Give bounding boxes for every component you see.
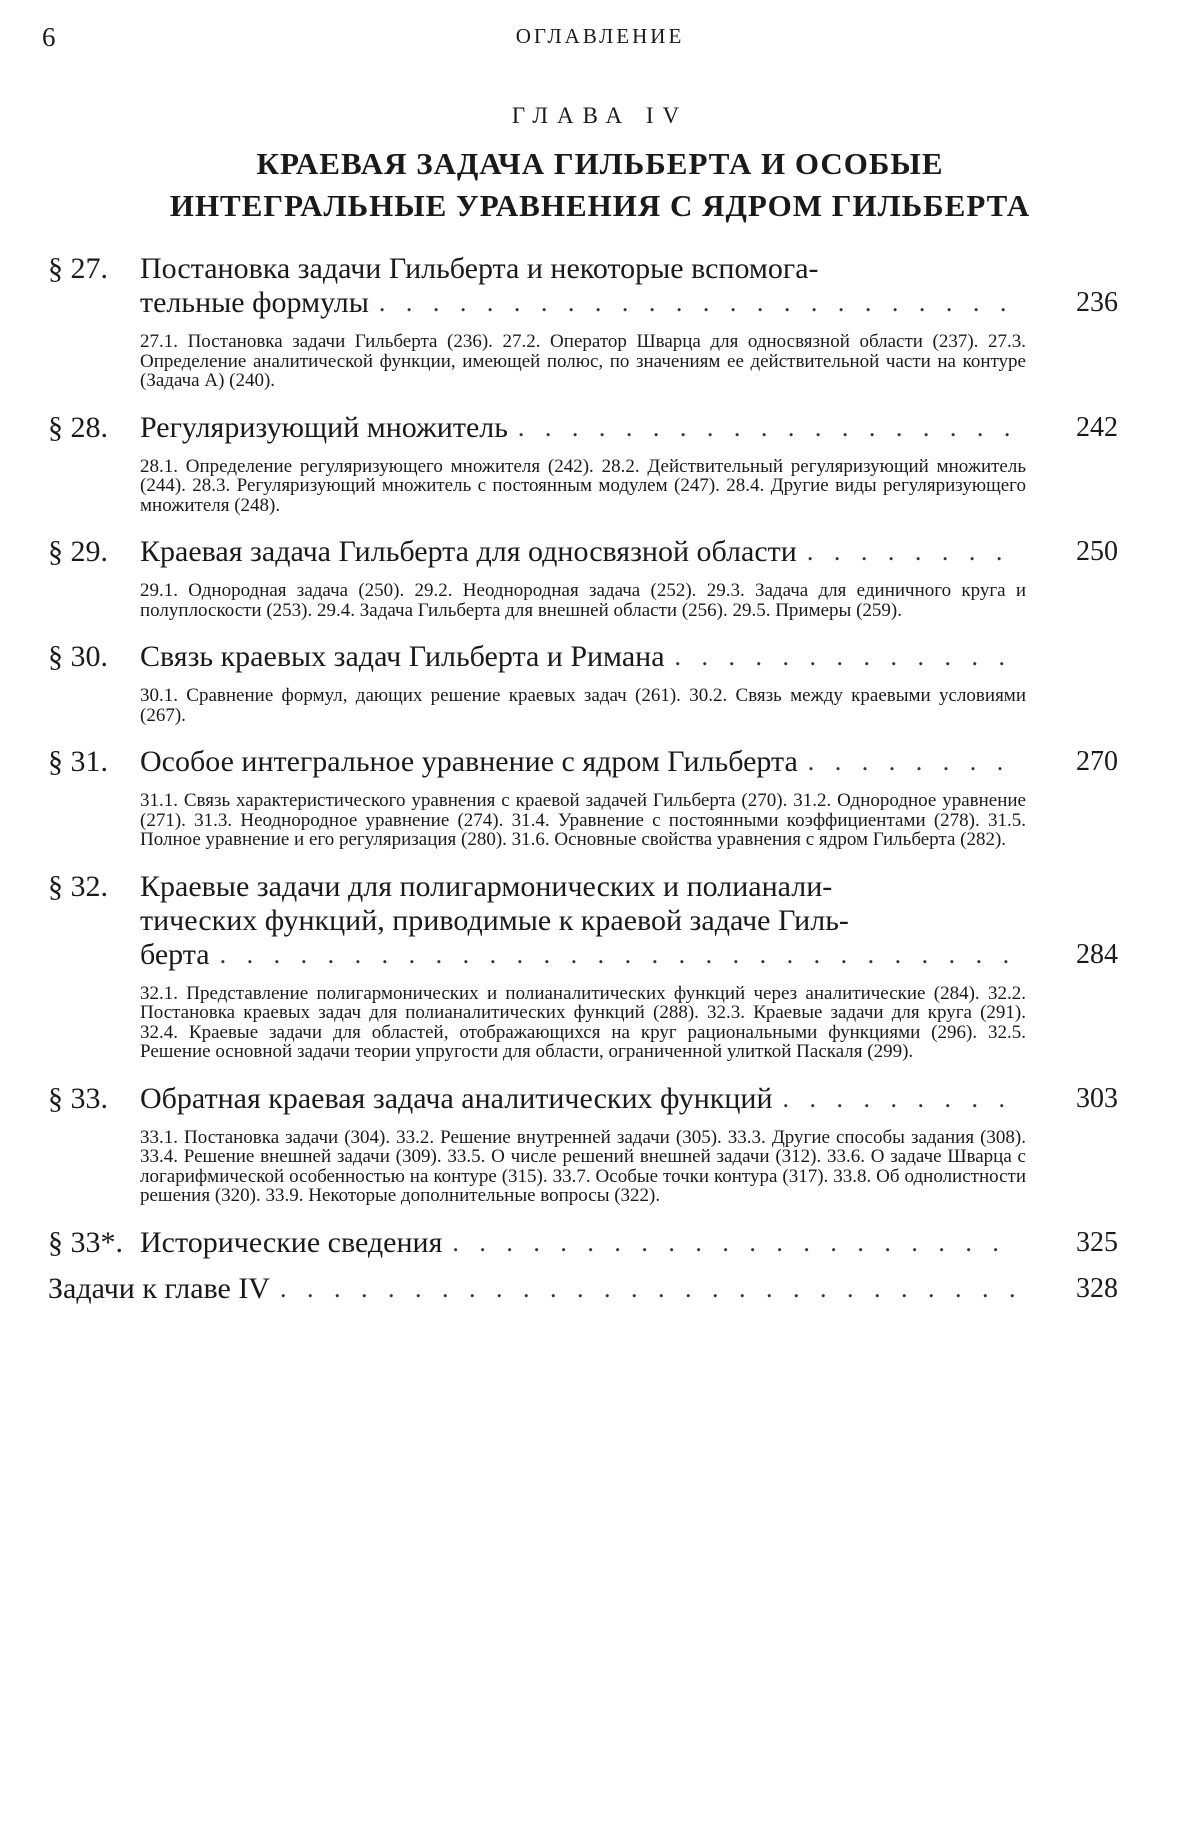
section-number: § 33*. [48, 1225, 123, 1259]
section-heading [48, 870, 1118, 972]
section-title: тельные формулы [140, 286, 369, 319]
section-page: 250 [1076, 536, 1118, 567]
section-page: 242 [1076, 411, 1118, 443]
leader-dots [220, 938, 1016, 972]
subsection-list: 28.1. Определение регуляризующего множителя (242). 28.2. Действительный регуляризующий множитель (244). 28.3. Регуляризующий множитель с постоянным модулем (247). 28.4. Другие виды регуляризующего множителя (248). [140, 455, 1026, 516]
toc-section-30[interactable] [48, 640, 1118, 725]
toc-section-28[interactable] [48, 411, 1118, 516]
running-head [0, 22, 1200, 62]
section-number: § 28. [48, 410, 108, 444]
section-title: Особое интегральное уравнение с ядром Гильберта [140, 745, 798, 778]
section-page: 236 [1076, 287, 1118, 318]
leader-dots [807, 535, 1016, 569]
section-title: Постановка задачи Гильберта и некоторые вспомога- [140, 252, 819, 285]
subsection-list: 29.1. Однородная задача (250). 29.2. Неоднородная задача (252). 29.3. Задача для единичного круга и полуплоскости (253). 29.4. Задача Гильберта для внешней области (256). 29.5. Примеры (259). [140, 580, 1026, 621]
leader-dots [808, 745, 1016, 779]
page-number: 6 [42, 22, 56, 52]
leader-dots [379, 286, 1016, 320]
section-heading [48, 1226, 1118, 1260]
toc-section-33-star[interactable] [48, 1226, 1118, 1260]
section-page: 284 [1076, 938, 1118, 970]
section-number: § 29. [48, 535, 108, 568]
section-title: Исторические сведения [140, 1225, 443, 1259]
chapter-title [0, 143, 1200, 227]
section-number: § 33. [48, 1081, 108, 1115]
toc-section-29[interactable] [48, 535, 1118, 620]
section-number: § 31. [48, 745, 108, 778]
leader-dots [452, 1226, 1016, 1260]
section-page: 303 [1076, 1082, 1118, 1114]
section-page: 328 [1076, 1272, 1118, 1304]
section-heading [48, 535, 1118, 569]
chapter-title-line: ИНТЕГРАЛЬНЫЕ УРАВНЕНИЯ С ЯДРОМ ГИЛЬБЕРТА [169, 188, 1031, 223]
section-number: § 32. [48, 869, 108, 903]
section-title: Регуляризующий множитель [140, 410, 508, 444]
section-number: § 27. [48, 252, 108, 285]
subsection-list: 32.1. Представление полигармонических и полианалитических функций через аналитические (284). 32.2. Постановка краевых задач для полианалитических функций (288). 32.3. Краевые задачи для круга (291). 32.4. Краевые задачи для областей, отображающихся на круг рациональными функциями (296). 32.5. Решение основной задачи теории упругости для области, ограниченной улиткой Паскаля (299). [140, 982, 1026, 1062]
leader-dots [783, 1082, 1016, 1116]
toc-section-33[interactable] [48, 1082, 1118, 1206]
toc-section-27[interactable] [48, 252, 1118, 391]
section-page: 270 [1076, 746, 1118, 777]
section-title: Связь краевых задач Гильберта и Римана [140, 640, 665, 673]
section-number: § 30. [48, 640, 108, 673]
leader-dots [675, 640, 1016, 674]
section-heading [48, 1272, 1118, 1306]
section-title: берта [140, 937, 210, 971]
section-title: Краевые задачи для полигармонических и полианали- [140, 869, 833, 903]
toc-section-32[interactable] [48, 870, 1118, 1062]
section-title: тических функций, приводимые к краевой задаче Гиль- [140, 903, 849, 937]
chapter-label: ГЛАВА IV [511, 103, 689, 128]
section-title: Обратная краевая задача аналитических функций [140, 1081, 773, 1115]
running-title: ОГЛАВЛЕНИЕ [515, 24, 685, 48]
section-heading [48, 252, 1118, 320]
section-heading [48, 1082, 1118, 1116]
problems-title: Задачи к главе IV [48, 1271, 270, 1305]
toc-entries [48, 252, 1118, 1306]
subsection-list: 31.1. Связь характеристического уравнения с краевой задачей Гильберта (270). 31.2. Однородное уравнение (271). 31.3. Неоднородное уравнение (274). 31.4. Уравнение с постоянными коэффициентами (278). 31.5. Полное уравнение и его регуляризация (280). 31.6. Основные свойства уравнения с ядром Гильберта (282). [140, 790, 1026, 850]
section-heading [48, 411, 1118, 445]
subsection-list: 30.1. Сравнение формул, дающих решение краевых задач (261). 30.2. Связь между краевыми условиями (267). [140, 685, 1026, 726]
toc-section-31[interactable] [48, 745, 1118, 850]
section-title: Краевая задача Гильберта для односвязной области [140, 535, 797, 568]
leader-dots [518, 411, 1016, 445]
section-heading [48, 745, 1118, 779]
section-page: 325 [1076, 1226, 1118, 1258]
chapter-title-line: КРАЕВАЯ ЗАДАЧА ГИЛЬБЕРТА И ОСОБЫЕ [256, 146, 944, 181]
section-heading [48, 640, 1118, 674]
subsection-list: 27.1. Постановка задачи Гильберта (236). 27.2. Оператор Шварца для односвязной области (237). 27.3. Определение аналитической функции, имеющей полюс, по значениям ее действительной части на контуре (Задача A) (240). [140, 331, 1026, 391]
leader-dots [280, 1272, 1016, 1306]
subsection-list: 33.1. Постановка задачи (304). 33.2. Решение внутренней задачи (305). 33.3. Другие способы задания (308). 33.4. Решение внешней задачи (309). 33.5. О числе решений внешней задачи (312). 33.6. О задаче Шварца с логарифмической особенностью на контуре (315). 33.7. Особые точки контура (317). 33.8. Об однолистности решения (320). 33.9. Некоторые дополнительные вопросы (322). [140, 1126, 1026, 1206]
toc-problems[interactable] [48, 1272, 1118, 1306]
